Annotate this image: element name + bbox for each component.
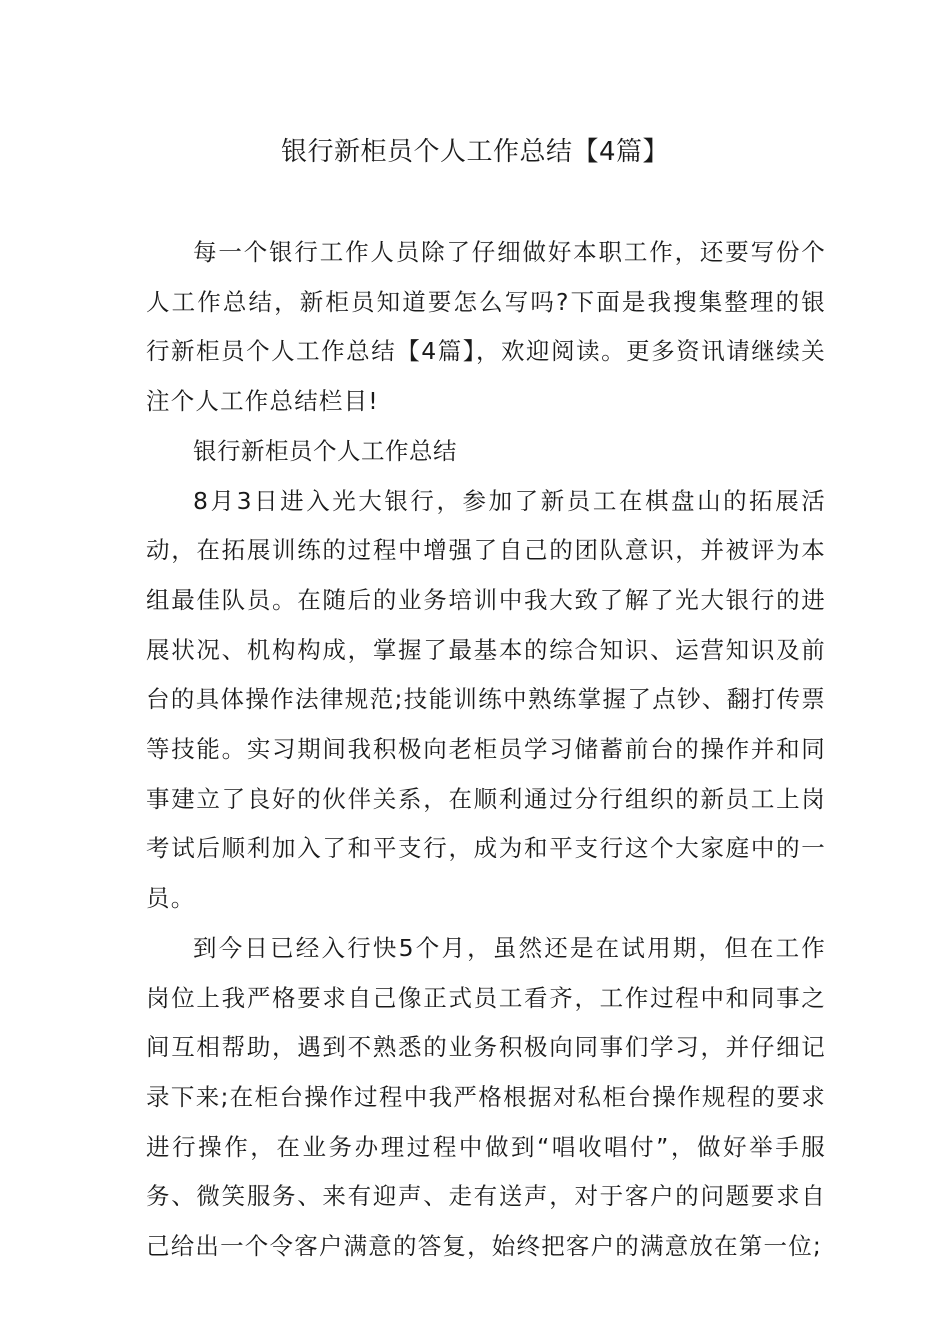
document-body xyxy=(146,228,826,1272)
document-title: 银行新柜员个人工作总结【4篇】 xyxy=(280,137,670,167)
intro-paragraph: 每一个银行工作人员除了仔细做好本职工作，还要写份个人工作总结，新柜员知道要怎么写吗?下面是我搜集整理的银行新柜员个人工作总结【4篇】，欢迎阅读。更多资讯请继续关注个人工作总结栏目! xyxy=(146,238,826,416)
section-heading: 银行新柜员个人工作总结 xyxy=(193,436,457,465)
body-paragraph: 8月3日进入光大银行，参加了新员工在棋盘山的拓展活动，在拓展训练的过程中增强了自己的团队意识，并被评为本组最佳队员。在随后的业务培训中我大致了解了光大银行的进展状况、机构构成，掌握了最基本的综合知识、运营知识及前台的具体操作法律规范;技能训练中熟练掌握了点钞、翻打传票等技能。实习期间我积极向老柜员学习储蓄前台的操作并和同事建立了良好的伙伴关系，在顺利通过分行组织的新员工上岗考试后顺利加入了和平支行，成为和平支行这个大家庭中的一员。 xyxy=(146,486,826,913)
body-paragraph: 到今日已经入行快5个月，虽然还是在试用期，但在工作岗位上我严格要求自己像正式员工看齐，工作过程中和同事之间互相帮助，遇到不熟悉的业务积极向同事们学习，并仔细记录下来;在柜台操作过程中我严格根据对私柜台操作规程的要求进行操作，在业务办理过程中做到“唱收唱付”，做好举手服务、微笑服务、来有迎声、走有送声，对于客户的问题要求自己给出一个令客户满意的答复，始终把客户的满意放在第一位; xyxy=(146,933,826,1261)
